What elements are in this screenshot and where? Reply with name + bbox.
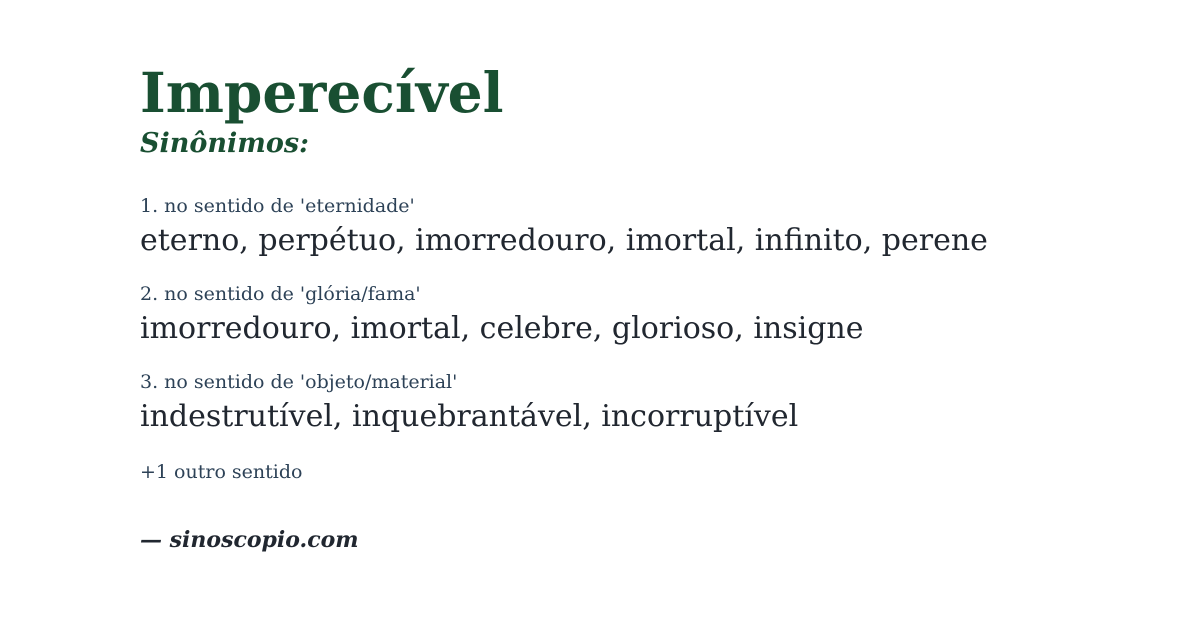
more-senses-link[interactable]: +1 outro sentido: [140, 460, 303, 483]
headword: Imperecível: [140, 60, 504, 125]
sense-group-2: [140, 283, 1140, 347]
senses-list: [140, 195, 1140, 436]
sense-3-label: 3. no sentido de 'objeto/material': [140, 371, 458, 394]
sense-3-synonyms: indestrutível, inquebrantável, incorruptível: [140, 399, 799, 435]
sense-2-synonyms: imorredouro, imortal, celebre, glorioso, insigne: [140, 310, 864, 346]
sense-group-1: [140, 195, 1140, 259]
sense-1-label: 1. no sentido de 'eternidade': [140, 194, 415, 217]
synonyms-section-label: Sinônimos:: [140, 127, 310, 159]
sense-2-label: 2. no sentido de 'glória/fama': [140, 283, 421, 306]
source-attribution: — sinoscopio.com: [140, 527, 359, 554]
sense-group-3: [140, 371, 1140, 435]
sense-1-synonyms: eterno, perpétuo, imorredouro, imortal, infinito, perene: [140, 222, 988, 258]
